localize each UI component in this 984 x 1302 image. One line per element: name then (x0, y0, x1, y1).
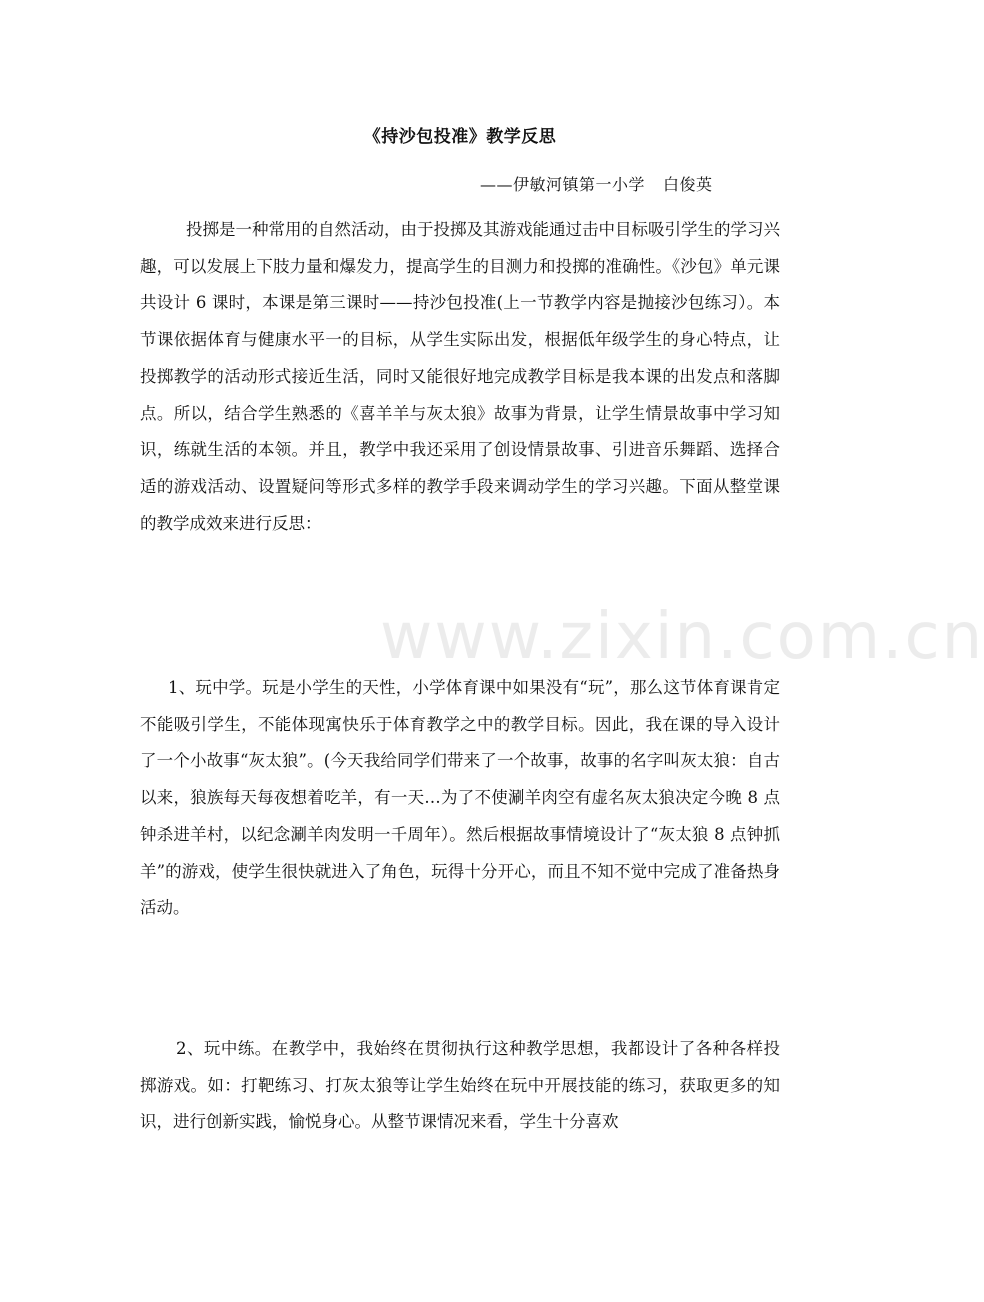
document-title: 《持沙包投准》教学反思 (363, 127, 557, 147)
watermark: www.zixin.com.cn (380, 600, 984, 674)
author-name: 白俊英 (663, 175, 713, 194)
paragraph-intro: 投掷是一种常用的自然活动，由于投掷及其游戏能通过击中目标吸引学生的学习兴趣，可以发展上下肢力量和爆发力，提高学生的目测力和投掷的准确性。《沙包》单元课共设计 6 课时，本课是第三课时——持沙包投准(上一节教学内容是抛接沙包练习）。本节课依据体育与健康水平一的目标，从学生实际出发，根据低年级学生的身心特点，让投掷教学的活动形式接近生活，同时又能很好地完成教学目标是我本课的出发点和落脚点。所以，结合学生熟悉的《喜羊羊与灰太狼》故事为背景，让学生情景故事中学习知识，练就生活的本领。并且，教学中我还采用了创设情景故事、引进音乐舞蹈、选择合适的游戏活动、设置疑问等形式多样的教学手段来调动学生的学习兴趣。下面从整堂课的教学成效来进行反思： (140, 220, 780, 533)
paragraph-point-2: 2、玩中练。在教学中，我始终在贯彻执行这种教学思想，我都设计了各种各样投掷游戏。如：打靶练习、打灰太狼等让学生始终在玩中开展技能的练习，获取更多的知识，进行创新实践，愉悦身心。从整节课情况来看，学生十分喜欢 (140, 1039, 780, 1132)
author-line (480, 172, 713, 198)
paragraph-point-1: 1、玩中学。玩是小学生的天性，小学体育课中如果没有“玩”，那么这节体育课肯定不能吸引学生，不能体现寓快乐于体育教学之中的教学目标。因此，我在课的导入设计了一个小故事“灰太狼”。(今天我给同学们带来了一个故事，故事的名字叫灰太狼：自古以来，狼族每天每夜想着吃羊，有一天…为了不使涮羊肉空有虚名灰太狼决定今晚 8 点钟杀进羊村，以纪念涮羊肉发明一千周年）。然后根据故事情境设计了“灰太狼 8 点钟抓羊”的游戏，使学生很快就进入了角色，玩得十分开心，而且不知不觉中完成了准备热身活动。 (140, 678, 780, 918)
author-school: ——伊敏河镇第一小学 (480, 175, 646, 194)
